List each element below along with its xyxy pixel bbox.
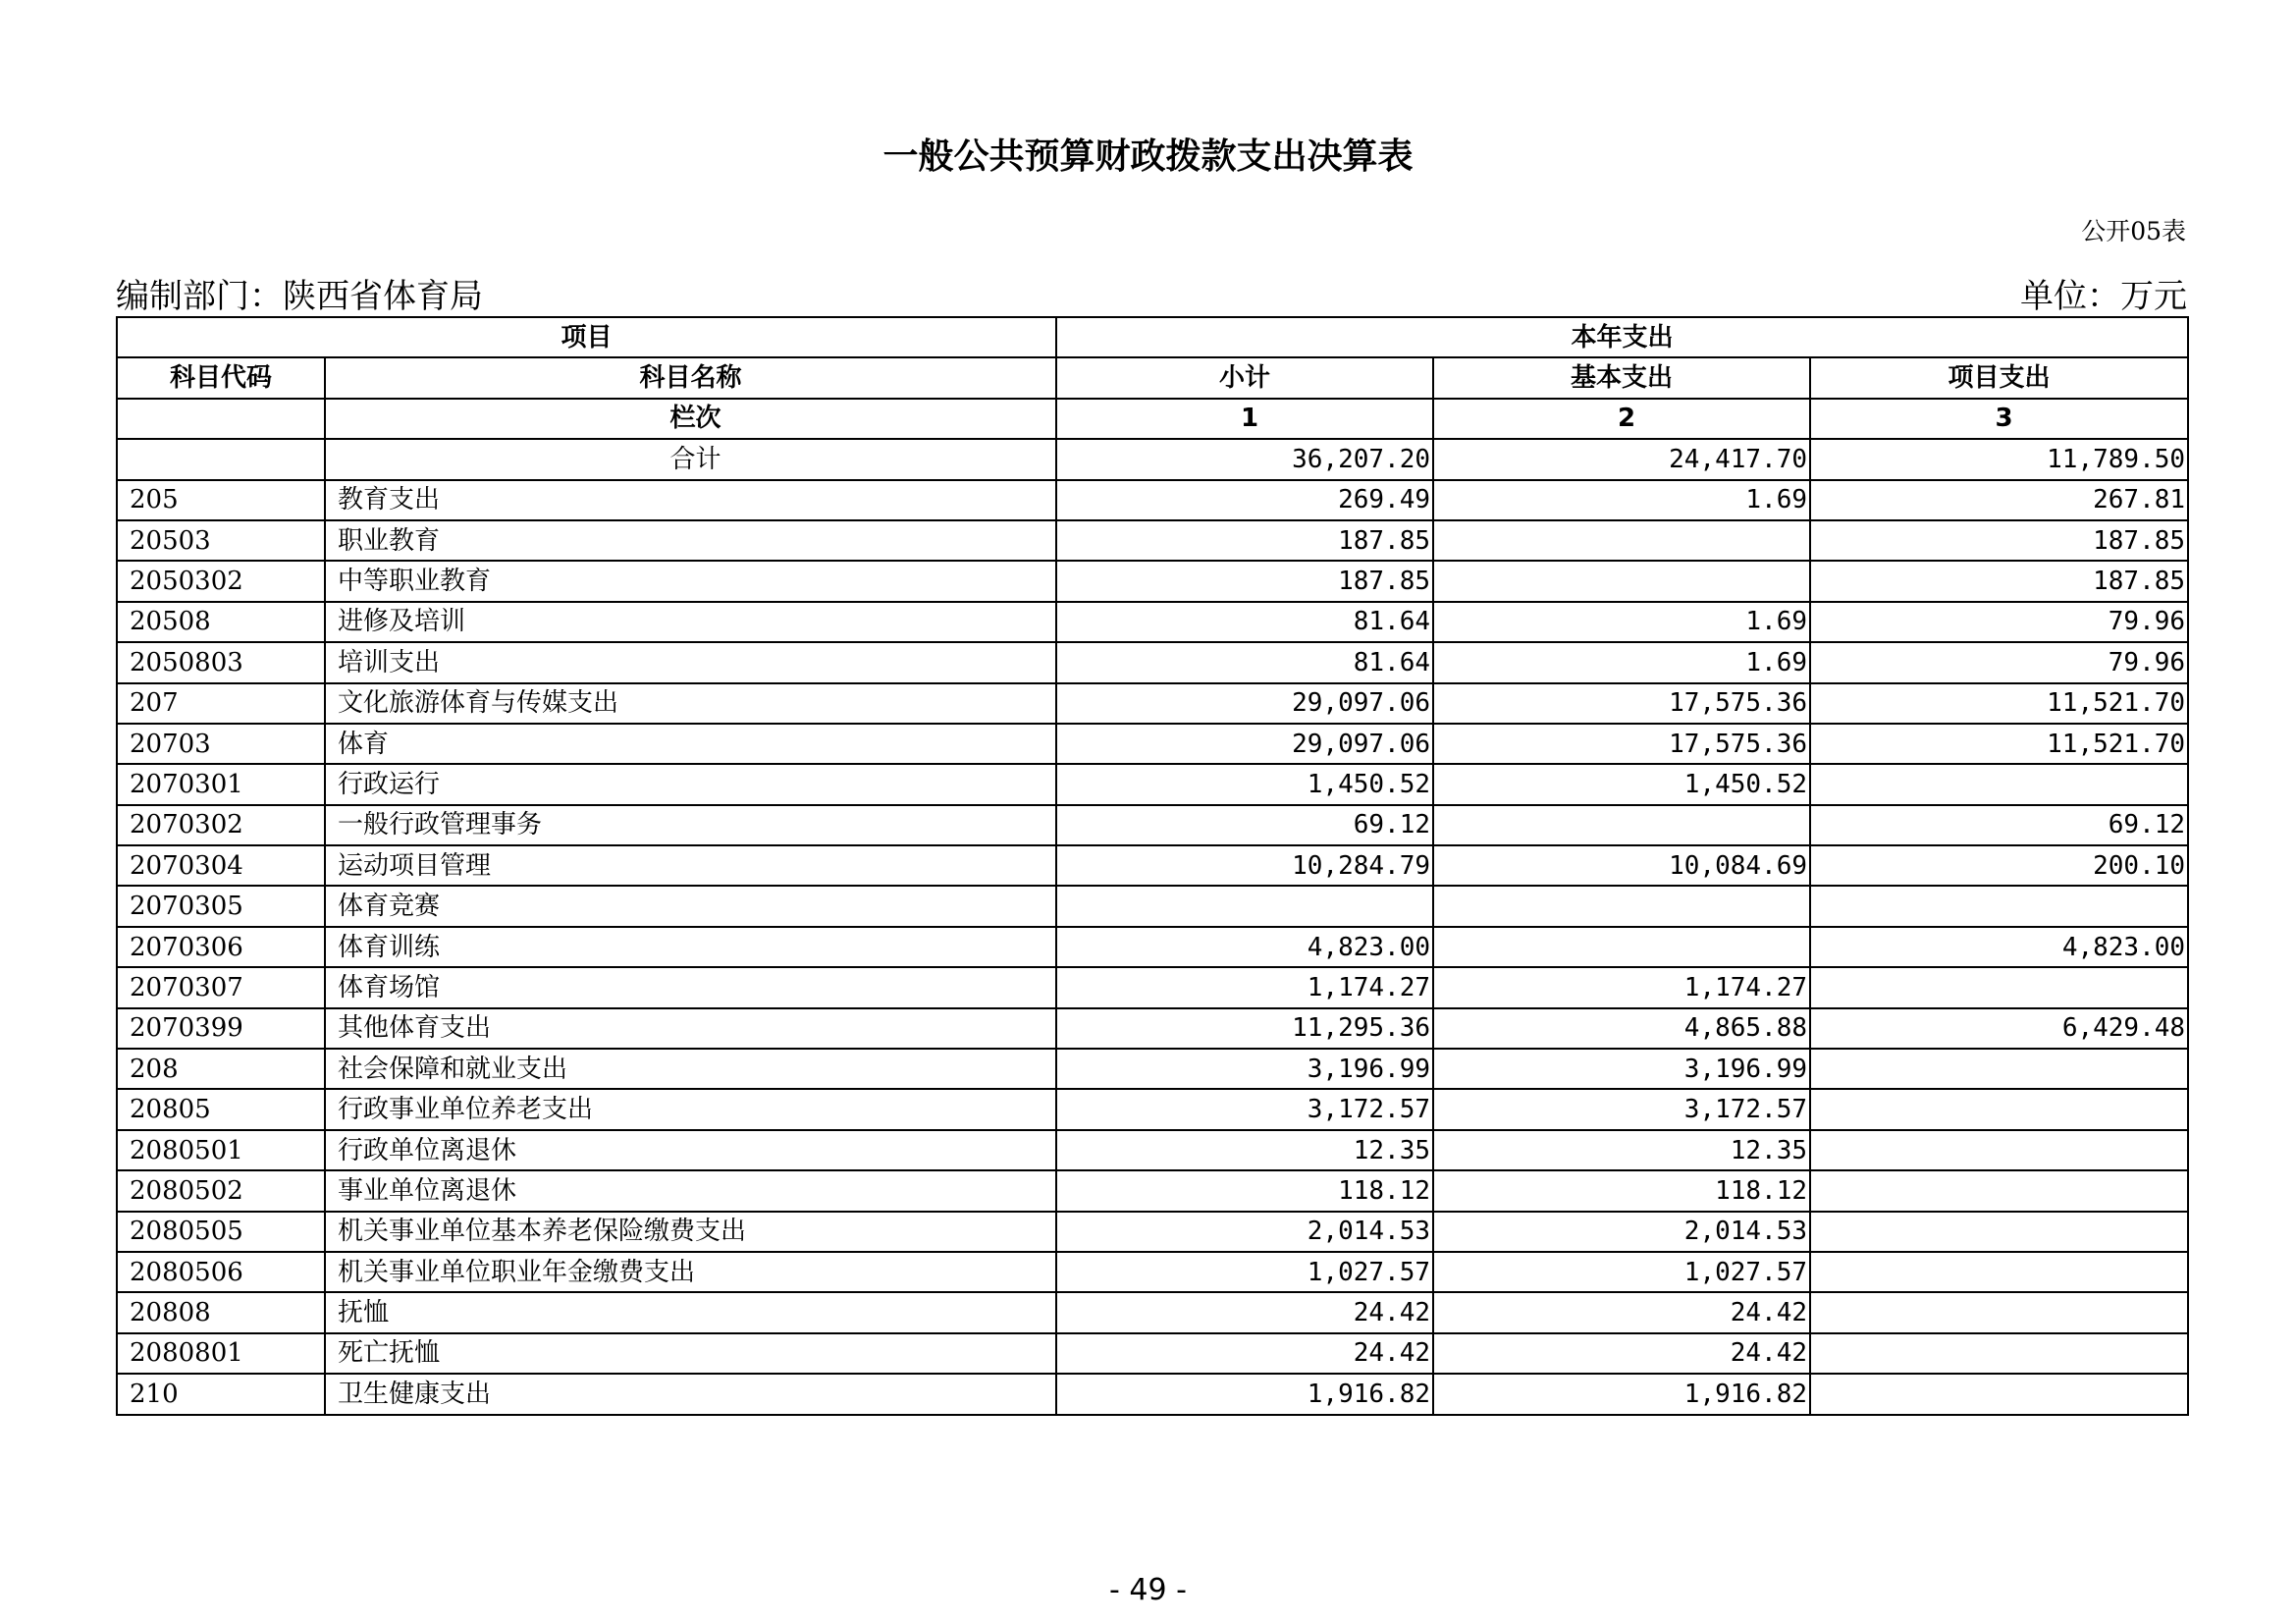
header-row-group [117,317,2188,357]
row-basic [1433,805,1810,845]
row-project [1810,886,2188,926]
table-row [117,1292,2188,1332]
table-row [117,1089,2188,1129]
row-code: 2080501 [117,1130,325,1170]
row-basic: 1,027.57 [1433,1252,1810,1292]
table-row [117,480,2188,520]
row-name: 机关事业单位职业年金缴费支出 [325,1252,1056,1292]
table-row [117,1212,2188,1252]
row-basic [1433,886,1810,926]
row-project: 79.96 [1810,602,2188,642]
header-current-year: 本年支出 [1056,317,2188,357]
total-project: 11,789.50 [1810,439,2188,479]
row-name: 行政单位离退休 [325,1130,1056,1170]
row-subtotal: 269.49 [1056,480,1433,520]
row-name: 行政运行 [325,764,1056,804]
row-code: 2070301 [117,764,325,804]
row-project [1810,1374,2188,1414]
row-name: 文化旅游体育与传媒支出 [325,683,1056,724]
header-project-expenditure: 项目支出 [1810,357,2188,398]
header-basic: 基本支出 [1433,357,1810,398]
row-basic [1433,927,1810,967]
row-name: 体育 [325,724,1056,764]
row-name: 行政事业单位养老支出 [325,1089,1056,1129]
row-subtotal: 2,014.53 [1056,1212,1433,1252]
budget-table [116,316,2189,1416]
row-project [1810,1292,2188,1332]
row-name: 体育训练 [325,927,1056,967]
row-name: 死亡抚恤 [325,1333,1056,1374]
row-basic [1433,561,1810,601]
row-basic: 118.12 [1433,1170,1810,1211]
row-basic: 1.69 [1433,480,1810,520]
row-subtotal: 12.35 [1056,1130,1433,1170]
row-basic: 1,916.82 [1433,1374,1810,1414]
row-code: 2070306 [117,927,325,967]
page-number: - 49 - [1109,1573,1187,1607]
row-project: 4,823.00 [1810,927,2188,967]
row-name: 社会保障和就业支出 [325,1049,1056,1089]
row-project [1810,1089,2188,1129]
row-project: 11,521.70 [1810,724,2188,764]
row-code: 2080505 [117,1212,325,1252]
table-body [117,439,2188,1414]
department-label: 编制部门：陕西省体育局 [116,277,483,316]
row-name: 机关事业单位基本养老保险缴费支出 [325,1212,1056,1252]
row-project [1810,1252,2188,1292]
row-subtotal: 1,027.57 [1056,1252,1433,1292]
header-code: 科目代码 [117,357,325,398]
row-subtotal: 29,097.06 [1056,724,1433,764]
table-row [117,683,2188,724]
header-project: 项目 [117,317,1056,357]
row-subtotal: 10,284.79 [1056,845,1433,886]
row-name: 教育支出 [325,480,1056,520]
row-project: 200.10 [1810,845,2188,886]
header-subtotal: 小计 [1056,357,1433,398]
unit-label: 单位：万元 [2020,277,2187,316]
row-project: 79.96 [1810,642,2188,682]
row-name: 职业教育 [325,520,1056,561]
table-row [117,561,2188,601]
row-basic: 1,450.52 [1433,764,1810,804]
table-row [117,1333,2188,1374]
row-basic: 24.42 [1433,1333,1810,1374]
row-subtotal: 187.85 [1056,520,1433,561]
row-name: 抚恤 [325,1292,1056,1332]
table-row [117,1374,2188,1414]
row-code: 205 [117,480,325,520]
row-basic: 3,172.57 [1433,1089,1810,1129]
row-name: 体育竞赛 [325,886,1056,926]
row-code: 208 [117,1049,325,1089]
row-project [1810,1333,2188,1374]
row-basic: 1.69 [1433,602,1810,642]
row-subtotal: 69.12 [1056,805,1433,845]
header-name: 科目名称 [325,357,1056,398]
row-code: 2070399 [117,1008,325,1049]
table-row [117,1130,2188,1170]
table-row [117,764,2188,804]
row-subtotal [1056,886,1433,926]
table-row [117,967,2188,1007]
header-row-column-numbers [117,399,2188,439]
table-row [117,602,2188,642]
page-title: 一般公共预算财政拨款支出决算表 [882,136,1414,177]
table-row [117,520,2188,561]
total-label: 合计 [325,439,1056,479]
row-basic: 24.42 [1433,1292,1810,1332]
row-project: 187.85 [1810,520,2188,561]
row-basic: 17,575.36 [1433,724,1810,764]
row-code: 2050302 [117,561,325,601]
row-subtotal: 4,823.00 [1056,927,1433,967]
table-row [117,1170,2188,1211]
total-code [117,439,325,479]
row-subtotal: 29,097.06 [1056,683,1433,724]
row-basic: 3,196.99 [1433,1049,1810,1089]
table-row [117,1008,2188,1049]
row-subtotal: 187.85 [1056,561,1433,601]
row-subtotal: 81.64 [1056,642,1433,682]
row-project [1810,764,2188,804]
table-row [117,845,2188,886]
row-name: 进修及培训 [325,602,1056,642]
row-name: 培训支出 [325,642,1056,682]
column-number-2: 2 [1433,399,1810,439]
row-code: 20805 [117,1089,325,1129]
row-basic: 2,014.53 [1433,1212,1810,1252]
row-name: 事业单位离退休 [325,1170,1056,1211]
table-row [117,805,2188,845]
column-number-3: 3 [1810,399,2188,439]
row-basic: 17,575.36 [1433,683,1810,724]
row-code: 2080801 [117,1333,325,1374]
row-project: 69.12 [1810,805,2188,845]
row-project: 11,521.70 [1810,683,2188,724]
row-project [1810,1170,2188,1211]
row-name: 运动项目管理 [325,845,1056,886]
row-subtotal: 24.42 [1056,1292,1433,1332]
row-name: 一般行政管理事务 [325,805,1056,845]
row-project [1810,1212,2188,1252]
row-name: 其他体育支出 [325,1008,1056,1049]
column-number-empty [117,399,325,439]
row-subtotal: 3,196.99 [1056,1049,1433,1089]
table-row [117,642,2188,682]
row-code: 20808 [117,1292,325,1332]
table-row [117,927,2188,967]
total-row [117,439,2188,479]
row-project: 187.85 [1810,561,2188,601]
table-row [117,1252,2188,1292]
form-code: 公开05表 [2081,217,2186,245]
row-code: 207 [117,683,325,724]
row-name: 卫生健康支出 [325,1374,1056,1414]
row-subtotal: 81.64 [1056,602,1433,642]
row-code: 20508 [117,602,325,642]
row-code: 2070302 [117,805,325,845]
total-subtotal: 36,207.20 [1056,439,1433,479]
row-subtotal: 1,174.27 [1056,967,1433,1007]
row-subtotal: 24.42 [1056,1333,1433,1374]
row-project: 267.81 [1810,480,2188,520]
column-number-1: 1 [1056,399,1433,439]
row-code: 2070305 [117,886,325,926]
row-code: 2080502 [117,1170,325,1211]
row-code: 20703 [117,724,325,764]
row-basic: 4,865.88 [1433,1008,1810,1049]
row-name: 体育场馆 [325,967,1056,1007]
row-basic: 12.35 [1433,1130,1810,1170]
table-header [117,317,2188,439]
row-code: 20503 [117,520,325,561]
row-code: 2070307 [117,967,325,1007]
row-subtotal: 118.12 [1056,1170,1433,1211]
row-basic: 1.69 [1433,642,1810,682]
row-code: 2080506 [117,1252,325,1292]
meta-row [116,275,2187,318]
row-subtotal: 1,450.52 [1056,764,1433,804]
row-subtotal: 11,295.36 [1056,1008,1433,1049]
row-subtotal: 3,172.57 [1056,1089,1433,1129]
row-project: 6,429.48 [1810,1008,2188,1049]
table-row [117,1049,2188,1089]
row-code: 2050803 [117,642,325,682]
row-name: 中等职业教育 [325,561,1056,601]
row-project [1810,967,2188,1007]
row-project [1810,1130,2188,1170]
row-basic: 10,084.69 [1433,845,1810,886]
row-basic [1433,520,1810,561]
header-row-columns [117,357,2188,398]
total-basic: 24,417.70 [1433,439,1810,479]
row-code: 2070304 [117,845,325,886]
row-project [1810,1049,2188,1089]
column-number-label: 栏次 [325,399,1056,439]
row-code: 210 [117,1374,325,1414]
table-row [117,886,2188,926]
row-basic: 1,174.27 [1433,967,1810,1007]
table-row [117,724,2188,764]
row-subtotal: 1,916.82 [1056,1374,1433,1414]
